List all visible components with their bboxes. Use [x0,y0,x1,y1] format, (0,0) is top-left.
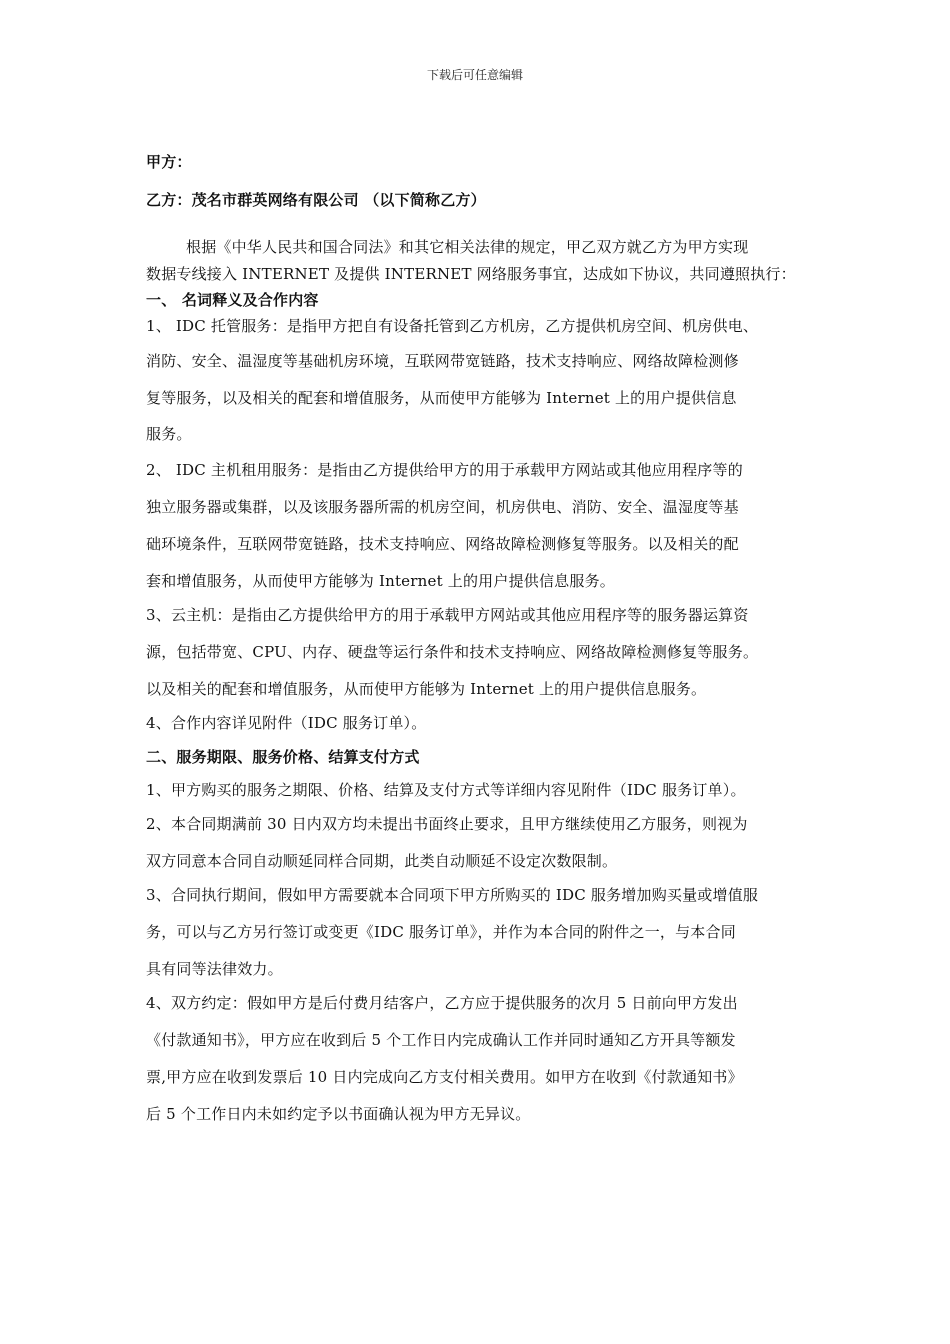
party-a-line: 甲方： [146,153,192,171]
s2-item3-line-1: 3、合同执行期间，假如甲方需要就本合同项下甲方所购买的 IDC 服务增加购买量或增值服 [146,886,759,904]
s2-item3-line-2: 务，可以与乙方另行签订或变更《IDC 服务订单》，并作为本合同的附件之一，与本合同 [146,923,736,941]
s1-item1-line-2: 消防、安全、温湿度等基础机房环境，互联网带宽链路，技术支持响应、网络故障检测修 [146,352,739,370]
s1-item1-line-1: 1、 IDC 托管服务：是指甲方把自有设备托管到乙方机房，乙方提供机房空间、机房供电、 [146,317,759,335]
s1-item3-line-2: 源，包括带宽、CPU、内存、硬盘等运行条件和技术支持响应、网络故障检测修复等服务。 [146,643,759,661]
s2-item3-line-3: 具有同等法律效力。 [146,960,283,978]
s2-item2-line-1: 2、本合同期满前 30 日内双方均未提出书面终止要求，且甲方继续使用乙方服务，则视为 [146,815,748,833]
s2-item1-line-1: 1、甲方购买的服务之期限、价格、结算及支付方式等详细内容见附件（IDC 服务订单）。 [146,781,746,799]
s2-item4-line-2: 《付款通知书》，甲方应在收到后 5 个工作日内完成确认工作并同时通知乙方开具等额发 [146,1031,736,1049]
s1-item4-line-1: 4、合作内容详见附件（IDC 服务订单）。 [146,714,427,732]
party-b-line: 乙方：茂名市群英网络有限公司 （以下简称乙方） [146,191,486,209]
page-header: 下载后可任意编辑 [426,68,523,82]
s1-item2-line-4: 套和增值服务，从而使甲方能够为 Internet 上的用户提供信息服务。 [146,572,615,590]
s1-item3-line-3: 以及相关的配套和增值服务，从而使甲方能够为 Internet 上的用户提供信息服务。 [146,680,707,698]
s2-item2-line-2: 双方同意本合同自动顺延同样合同期，此类自动顺延不设定次数限制。 [146,852,618,870]
preamble-line-2: 数据专线接入 INTERNET 及提供 INTERNET 网络服务事宜，达成如下协议，共同遵照执行： [146,265,796,283]
s1-item1-line-3: 复等服务，以及相关的配套和增值服务，从而使甲方能够为 Internet 上的用户提供信息 [146,389,737,407]
s2-item4-line-3: 票,甲方应在收到发票后 10 日内完成向乙方支付相关费用。如甲方在收到《付款通知书》 [146,1068,743,1086]
s1-item2-line-2: 独立服务器或集群，以及该服务器所需的机房空间，机房供电、消防、安全、温湿度等基 [146,498,739,516]
section2-title: 二、服务期限、服务价格、结算支付方式 [146,748,420,766]
section1-title: 一、 名词释义及合作内容 [146,291,319,309]
s1-item2-line-3: 础环境条件，互联网带宽链路，技术支持响应、网络故障检测修复等服务。以及相关的配 [146,535,739,553]
s2-item4-line-1: 4、双方约定：假如甲方是后付费月结客户，乙方应于提供服务的次月 5 日前向甲方发出 [146,994,738,1012]
preamble-line-1: 根据《中华人民共和国合同法》和其它相关法律的规定，甲乙双方就乙方为甲方实现 [186,238,749,256]
s1-item1-line-4: 服务。 [146,425,192,443]
s1-item2-line-1: 2、 IDC 主机租用服务：是指由乙方提供给甲方的用于承载甲方网站或其他应用程序等的 [146,461,743,479]
s2-item4-line-4: 后 5 个工作日内未如约定予以书面确认视为甲方无异议。 [146,1105,531,1123]
s1-item3-line-1: 3、云主机：是指由乙方提供给甲方的用于承载甲方网站或其他应用程序等的服务器运算资 [146,606,749,624]
